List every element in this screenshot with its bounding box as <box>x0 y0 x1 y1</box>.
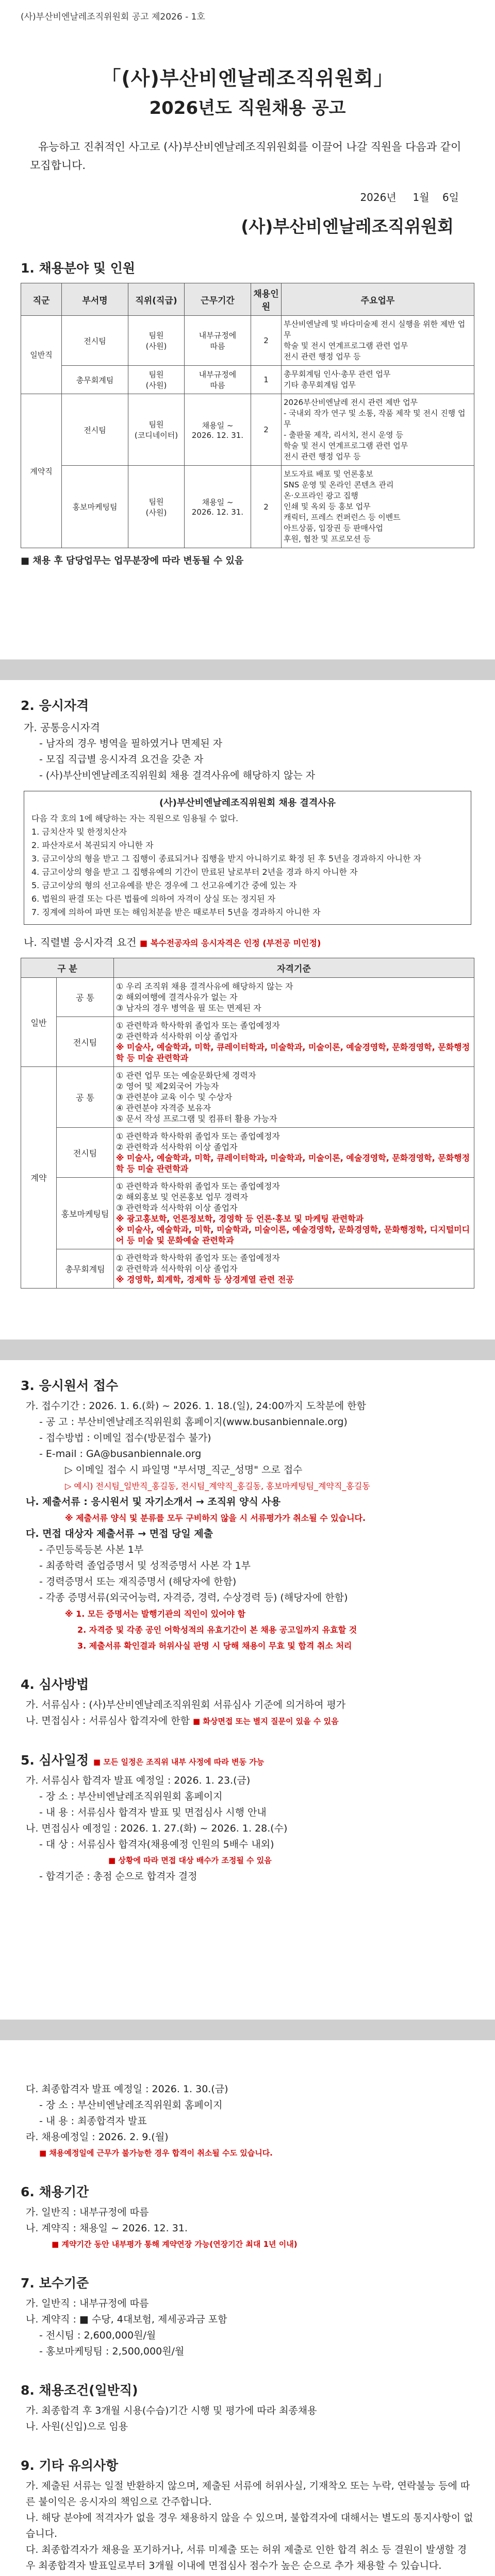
section-5-note: ■ 모든 일정은 조직위 내부 사정에 따라 변동 가능 <box>93 1757 265 1767</box>
table-row <box>21 366 474 394</box>
criteria-line: ① 우리 조직위 채용 결격사유에 해당하지 않는 자 <box>116 981 293 991</box>
section-2-title: 2. 응시자격 <box>21 698 89 713</box>
row-duties <box>282 366 474 394</box>
disqualification-line: 6. 법원의 판결 또는 다른 법률에 의하여 자격이 상실 또는 정지된 자 <box>31 894 276 904</box>
track-qual-heading <box>24 934 474 952</box>
final-announce: 다. 최종합격자 발표 예정일 : 2026. 1. 30.(금) <box>26 2083 228 2095</box>
disqualification-line: 3. 금고이상의 형을 받고 그 집행이 종료되거나 집행을 받지 아니하기로 확정 된 후 5년을 경과하지 아니한 자 <box>31 854 421 863</box>
criteria-line: ② 관련학과 석사학위 이상 졸업자 <box>116 1264 238 1274</box>
start-date: 라. 채용예정일 : 2026. 2. 9.(월) <box>26 2131 169 2143</box>
duty-line: 부산비엔날레 및 바다미술제 전시 실행을 위한 제반 업무 <box>284 319 466 340</box>
row-duties <box>282 466 474 548</box>
group-general: 일반직 <box>21 316 62 394</box>
schedule-line: 나. 면접심사 예정일 : 2026. 1. 27.(화) ~ 2026. 1. 28.(수) <box>26 1823 288 1834</box>
criteria-line: ② 해외홍보 및 언론홍보 업무 경력자 <box>116 1192 249 1202</box>
qual-group-general: 일반 <box>21 978 57 1067</box>
track-qual-note: ■ 복수전공자의 응시자격은 인정 (부전공 미인정) <box>140 938 321 948</box>
doc-remark: 2. 자격증 및 각종 공인 어학성적의 유효기간이 본 채용 공고일까지 유효할 것 <box>77 1625 357 1635</box>
criteria-line: ② 영어 및 제2외국어 가능자 <box>116 1081 219 1091</box>
row-count: 2 <box>251 316 282 366</box>
recruit-table-header <box>21 283 474 316</box>
page-title: 「(사)부산비엔날레조직위원회」 <box>101 67 394 90</box>
criteria-line: ※ 경영학, 회계학, 경제학 등 상경계열 관련 전공 <box>116 1275 294 1284</box>
date-year: 2026년 <box>360 191 397 204</box>
schedule-remark: ■ 상황에 따라 면접 대상 배수가 조정될 수 있음 <box>108 1856 272 1865</box>
doc-remark: 3. 제출서류 확인결과 허위사실 판명 시 당해 채용이 무효 및 합격 취소 처리 <box>77 1641 352 1651</box>
apply-notice: - 공 고 : 부산비엔날레조직위원회 홈페이지(www.busanbiennale.org) <box>39 1416 348 1428</box>
duty-line: 총무회계팀 인사·총무 관련 업무 <box>284 369 391 379</box>
disqualification-line: 1. 금치산자 및 한정치산자 <box>31 827 127 837</box>
duty-line: - 출판물 제작, 리서치, 전시 운영 등 <box>284 430 403 439</box>
criteria-line: ② 해외여행에 결격사유가 없는 자 <box>116 992 238 1002</box>
criteria-line: ① 관련학과 학사학위 졸업자 또는 졸업예정자 <box>116 1131 280 1141</box>
duty-line: 전시 관련 행정 업무 등 <box>284 352 361 361</box>
disqualification-line: 2. 파산자로서 복권되지 아니한 자 <box>31 840 154 850</box>
qual-group-contract: 계약 <box>21 1067 57 1289</box>
disqualification-title: (사)부산비엔날레조직위원회 채용 결격사유 <box>159 798 336 808</box>
row-duties <box>282 394 474 466</box>
interview-doc-item: - 각종 증명서류(외국어능력, 자격증, 경력, 수상경력 등) (해당자에 한함) <box>39 1592 348 1603</box>
apply-method: - 접수방법 : 이메일 접수(방문접수 불가) <box>39 1432 211 1444</box>
disqualification-line: 4. 금고이상의 형을 받고 그 집행유예의 기간이 만료된 날로부터 2년을 경과 하지 아니한 자 <box>31 867 358 877</box>
date-day: 6일 <box>442 191 459 204</box>
disqualification-line: 다음 각 호의 1에 해당하는 자는 직원으로 임용될 수 없다. <box>31 814 239 823</box>
section-8-title: 8. 채용조건(일반직) <box>21 2383 138 2398</box>
table-row <box>21 1067 474 1128</box>
date-month: 1월 <box>412 191 430 204</box>
condition-line: 나. 사원(신입)으로 임용 <box>26 2421 128 2432</box>
table-row <box>21 1128 474 1178</box>
period-line: 가. 일반직 : 내부규정에 따름 <box>26 2207 149 2218</box>
criteria-line: ① 관련학과 학사학위 졸업자 또는 졸업예정자 <box>116 1253 280 1263</box>
pay-line: - 전시팀 : 2,600,000원/월 <box>39 2330 156 2341</box>
final-announce-item: - 장 소 : 부산비엔날레조직위원회 홈페이지 <box>39 2099 223 2111</box>
intro-text: 유능하고 진취적인 사고로 (사)부산비엔날레조직위원회를 이끌어 나갈 직원을 다음과 같이 모집합니다. <box>30 141 461 172</box>
qual-criteria <box>113 1017 474 1067</box>
disqualification-line: 7. 징계에 의하여 파면 또는 해임처분을 받은 때로부터 5년을 경과하지 아니한 자 <box>31 907 321 917</box>
interview-doc-item: - 최종학력 졸업증명서 및 성적증명서 사본 각 1부 <box>39 1560 251 1571</box>
common-qual-item: - (사)부산비엔날레조직위원회 채용 결격사유에 해당하지 않는 자 <box>39 770 316 781</box>
section-7-title: 7. 보수기준 <box>21 2276 89 2291</box>
criteria-line: ② 관련학과 석사학위 이상 졸업자 <box>116 1031 238 1041</box>
qual-dept: 공 통 <box>57 1067 114 1128</box>
duty-line: - 국내외 작가 연구 및 소통, 작품 제작 및 전시 진행 업무 <box>284 409 466 429</box>
submit-docs: 나. 제출서류 : 응시원서 및 자기소개서 → 조직위 양식 사용 <box>26 1496 281 1507</box>
condition-line: 가. 최종합격 후 3개월 시용(수습)기간 시행 및 평가에 따라 최종채용 <box>26 2405 317 2416</box>
duty-line: 캐릭터, 프레스 컨퍼런스 등 이벤트 <box>284 513 401 522</box>
criteria-line: ③ 남자의 경우 병역을 필 또는 면제된 자 <box>116 1003 261 1013</box>
final-announce-item: - 내 용 : 최종합격자 발표 <box>39 2115 147 2127</box>
common-qual-item: - 모집 직급별 응시자격 요건을 갖춘 자 <box>39 754 204 765</box>
title-block <box>21 62 474 119</box>
doc-remark: ※ 1. 모든 증명서는 발행기관의 직인이 있어야 함 <box>65 1609 245 1619</box>
duty-line: 보도자료 배포 및 언론홍보 <box>284 469 373 479</box>
schedule-line: - 대 상 : 서류심사 합격자(채용예정 인원의 5배수 내외) <box>39 1839 274 1850</box>
review-interview <box>26 1713 474 1730</box>
qual-criteria <box>113 978 474 1017</box>
row-dept: 총무회계팀 <box>62 366 128 394</box>
page-1 <box>0 0 495 659</box>
section-5-title: 5. 심사일정 <box>21 1753 89 1768</box>
section-3-title: 3. 응시원서 접수 <box>21 1378 119 1393</box>
criteria-line: ⑤ 문서 작성 프로그램 및 컴퓨터 활용 가능자 <box>116 1114 277 1124</box>
col-group: 직군 <box>21 283 62 316</box>
qualification-table <box>21 958 474 1289</box>
criteria-line: ④ 관련분야 자격증 보유자 <box>116 1103 211 1113</box>
duty-line: 학술 및 전시 연계프로그램 관련 업무 <box>284 441 408 450</box>
qual-dept: 총무회계팀 <box>57 1249 114 1289</box>
section-1-note: ■ 채용 후 담당업무는 업무분장에 따라 변동될 수 있음 <box>21 555 244 566</box>
disqualification-box <box>24 791 471 925</box>
duty-line: 기타 총무회계팀 업무 <box>284 380 356 389</box>
submit-docs-warning: ※ 제출서류 양식 및 분류를 모두 구비하지 않을 시 서류평가가 취소될 수 있습니다. <box>65 1513 366 1523</box>
row-count: 1 <box>251 366 282 394</box>
interview-doc-item: - 경력증명서 또는 재직증명서 (해당자에 한함) <box>39 1576 237 1587</box>
qual-dept: 홍보마케팅팀 <box>57 1178 114 1249</box>
duty-line: 인쇄 및 옥외 등 홍보 업무 <box>284 502 371 511</box>
duty-line: 2026부산비엔날레 전시 관련 제반 업무 <box>284 398 418 407</box>
row-rank: 팀원 (코디네이터) <box>128 394 185 466</box>
recruit-table <box>21 283 474 548</box>
qual-dept: 전시팀 <box>57 1128 114 1178</box>
table-row <box>21 1017 474 1067</box>
section-9-title: 9. 기타 유의사항 <box>21 2458 119 2473</box>
interview-doc-item: - 주민등록등본 사본 1부 <box>39 1544 144 1555</box>
schedule-line: - 합격기준 : 총점 순으로 합격자 결정 <box>39 1871 197 1882</box>
row-dept: 전시팀 <box>62 316 128 366</box>
table-row <box>21 466 474 548</box>
pay-line: 가. 일반직 : 내부규정에 따름 <box>26 2298 149 2309</box>
qual-dept: 전시팀 <box>57 1017 114 1067</box>
common-qual-title: 가. 공통응시자격 <box>24 721 100 734</box>
table-row <box>21 1178 474 1249</box>
criteria-line: ③ 관련분야 교육 이수 및 수상자 <box>116 1092 233 1102</box>
review-interview-note: ■ 화상면접 또는 별지 질문이 있을 수 있음 <box>193 1717 339 1726</box>
table-row <box>21 1249 474 1289</box>
col-category: 구 분 <box>21 958 114 978</box>
page-4 <box>0 2040 495 2576</box>
notice-number: (사)부산비엔날레조직위원회 공고 제2026 - 1호 <box>21 12 205 22</box>
section-6-title: 6. 채용기간 <box>21 2184 89 2199</box>
apply-email: - E-mail : GA@busanbiennale.org <box>39 1448 202 1460</box>
qual-dept: 공 통 <box>57 978 114 1017</box>
notice-line: 나. 해당 분야에 적격자가 없을 경우 채용하지 않을 수 있으며, 불합격자에 대해서는 별도의 통지사항이 없습니다. <box>26 2512 473 2539</box>
review-interview-text: 나. 면접심사 : 서류심사 합격자에 한함 <box>26 1715 190 1726</box>
notice-line: 가. 제출된 서류는 일절 반환하지 않으며, 제출된 서류에 허위사실, 기재착오 또는 누락, 연락불능 등에 따른 불이익은 응시자의 책임으로 간주합니다. <box>26 2480 470 2507</box>
col-criteria: 자격기준 <box>113 958 474 978</box>
duty-line: 아트상품, 입장권 등 판매사업 <box>284 523 383 533</box>
page-3 <box>0 1360 495 2020</box>
criteria-line: ① 관련학과 학사학위 졸업자 또는 졸업예정자 <box>116 1181 280 1191</box>
row-period: 채용일 ~ 2026. 12. 31. <box>185 394 251 466</box>
criteria-line: ※ 광고홍보학, 언론정보학, 경영학 등 언론·홍보 및 마케팅 관련학과 <box>116 1214 364 1224</box>
apply-filename-example: ▷ 예시) 전시팀_일반직_홍길동, 전시팀_계약직_홍길동, 홍보마케팅팀_계약직_홍길동 <box>65 1481 370 1491</box>
schedule-line: - 장 소 : 부산비엔날레조직위원회 홈페이지 <box>39 1791 223 1802</box>
criteria-line: ※ 미술사, 예술학과, 미학, 큐레이터학과, 미술학과, 미술이론, 예술경영학, 문화경영학, 문화행정학 등 미술 관련학과 <box>116 1042 470 1063</box>
row-period: 내부규정에 따름 <box>185 366 251 394</box>
table-row <box>21 978 474 1017</box>
review-doc: 가. 서류심사 : (사)부산비엔날레조직위원회 서류심사 기준에 의거하여 평가 <box>26 1699 346 1710</box>
duty-line: 온·오프라인 광고 집행 <box>284 491 358 500</box>
row-dept: 홍보마케팅팀 <box>62 466 128 548</box>
common-qual-item: - 남자의 경우 병역을 필하였거나 면제된 자 <box>39 738 223 749</box>
duty-line: 전시 관련 행정 업무 등 <box>284 452 361 461</box>
criteria-line: ① 관련학과 학사학위 졸업자 또는 졸업예정자 <box>116 1021 280 1030</box>
notice-line: 다. 최종합격자가 채용을 포기하거나, 서류 미제출 또는 허위 제출로 인한 합격 취소 등 결원이 발생할 경우 최종합격자 발표일로부터 3개월 이내에 면접심사 점수가 높은 순으로 추가 채용할 수 있습니다. <box>26 2544 467 2571</box>
col-count: 채용인원 <box>251 283 282 316</box>
col-duties: 주요업무 <box>282 283 474 316</box>
qual-criteria <box>113 1128 474 1178</box>
row-period: 내부규정에 따름 <box>185 316 251 366</box>
interview-docs: 다. 면접 대상자 제출서류 → 면접 당일 제출 <box>26 1528 213 1539</box>
qual-criteria <box>113 1067 474 1128</box>
duty-line: SNS 운영 및 온라인 콘텐츠 관리 <box>284 480 394 489</box>
period-remark: ■ 계약기간 동안 내부평가 통해 계약연장 가능(연장기간 최대 1년 이내) <box>52 2240 298 2249</box>
criteria-line: ※ 미술사, 예술학과, 미학, 미술학과, 미술이론, 예술경영학, 문화경영학, 문화행정학, 디지털미디어 등 미술 및 문화예술 관련학과 <box>116 1225 470 1245</box>
qual-table-header <box>21 958 474 978</box>
section-1-title: 1. 채용분야 및 인원 <box>21 261 136 276</box>
apply-filename-rule: ▷ 이메일 접수 시 파일명 "부서명_직군_성명" 으로 접수 <box>65 1464 303 1476</box>
criteria-line: ※ 미술사, 예술학과, 미학, 큐레이터학과, 미술학과, 미술이론, 예술경영학, 문화경영학, 문화행정학 등 미술 관련학과 <box>116 1153 470 1174</box>
duty-line: 후원, 협찬 및 프로모션 등 <box>284 534 371 544</box>
period-line: 나. 계약직 : 채용일 ~ 2026. 12. 31. <box>26 2223 188 2234</box>
org-name: (사)부산비엔날레조직위원회 <box>241 216 454 236</box>
table-row <box>21 394 474 466</box>
group-contract: 계약직 <box>21 394 62 548</box>
row-period: 채용일 ~ 2026. 12. 31. <box>185 466 251 548</box>
row-dept: 전시팀 <box>62 394 128 466</box>
page-subtitle: 2026년도 직원채용 공고 <box>149 98 346 118</box>
col-dept: 부서명 <box>62 283 128 316</box>
duty-line: 학술 및 전시 연계프로그램 관련 업무 <box>284 341 408 350</box>
start-date-remark: ■ 채용예정일에 근무가 불가능한 경우 합격이 취소될 수도 있습니다. <box>39 2148 273 2158</box>
pay-line: 나. 계약직 : ■ 수당, 4대보험, 제세공과금 포함 <box>26 2314 227 2325</box>
notice-date <box>21 189 459 204</box>
qual-criteria <box>113 1178 474 1249</box>
notice-line <box>26 2574 474 2576</box>
schedule-line: - 내 용 : 서류심사 합격자 발표 및 면접심사 시행 안내 <box>39 1807 267 1818</box>
track-qual-title: 나. 직렬별 응시자격 요건 <box>24 936 137 948</box>
section-4-title: 4. 심사방법 <box>21 1677 89 1692</box>
schedule-line: 가. 서류심사 합격자 발표 예정일 : 2026. 1. 23.(금) <box>26 1775 251 1786</box>
table-row <box>21 316 474 366</box>
apply-period: 가. 접수기간 : 2026. 1. 6.(화) ~ 2026. 1. 18.(일), 24:00까지 도착분에 한함 <box>26 1400 366 1412</box>
row-count: 2 <box>251 466 282 548</box>
section-5-heading <box>21 1750 474 1769</box>
criteria-line: ① 관련 업무 또는 예술문화단체 경력자 <box>116 1071 256 1080</box>
row-duties <box>282 316 474 366</box>
criteria-line: ③ 관련학과 석사학위 이상 졸업자 <box>116 1203 238 1213</box>
pay-line: - 홍보마케팅팀 : 2,500,000원/월 <box>39 2346 185 2357</box>
row-rank: 팀원 (사원) <box>128 316 185 366</box>
row-rank: 팀원 (사원) <box>128 466 185 548</box>
col-rank: 직위(직급) <box>128 283 185 316</box>
disqualification-line: 5. 금고이상의 형의 선고유예를 받은 경우에 그 선고유예기간 중에 있는 자 <box>31 880 297 890</box>
page-2 <box>0 680 495 1340</box>
col-period: 근무기간 <box>185 283 251 316</box>
qual-criteria <box>113 1249 474 1289</box>
row-count: 2 <box>251 394 282 466</box>
row-rank: 팀원 (사원) <box>128 366 185 394</box>
criteria-line: ② 관련학과 석사학위 이상 졸업자 <box>116 1142 238 1152</box>
